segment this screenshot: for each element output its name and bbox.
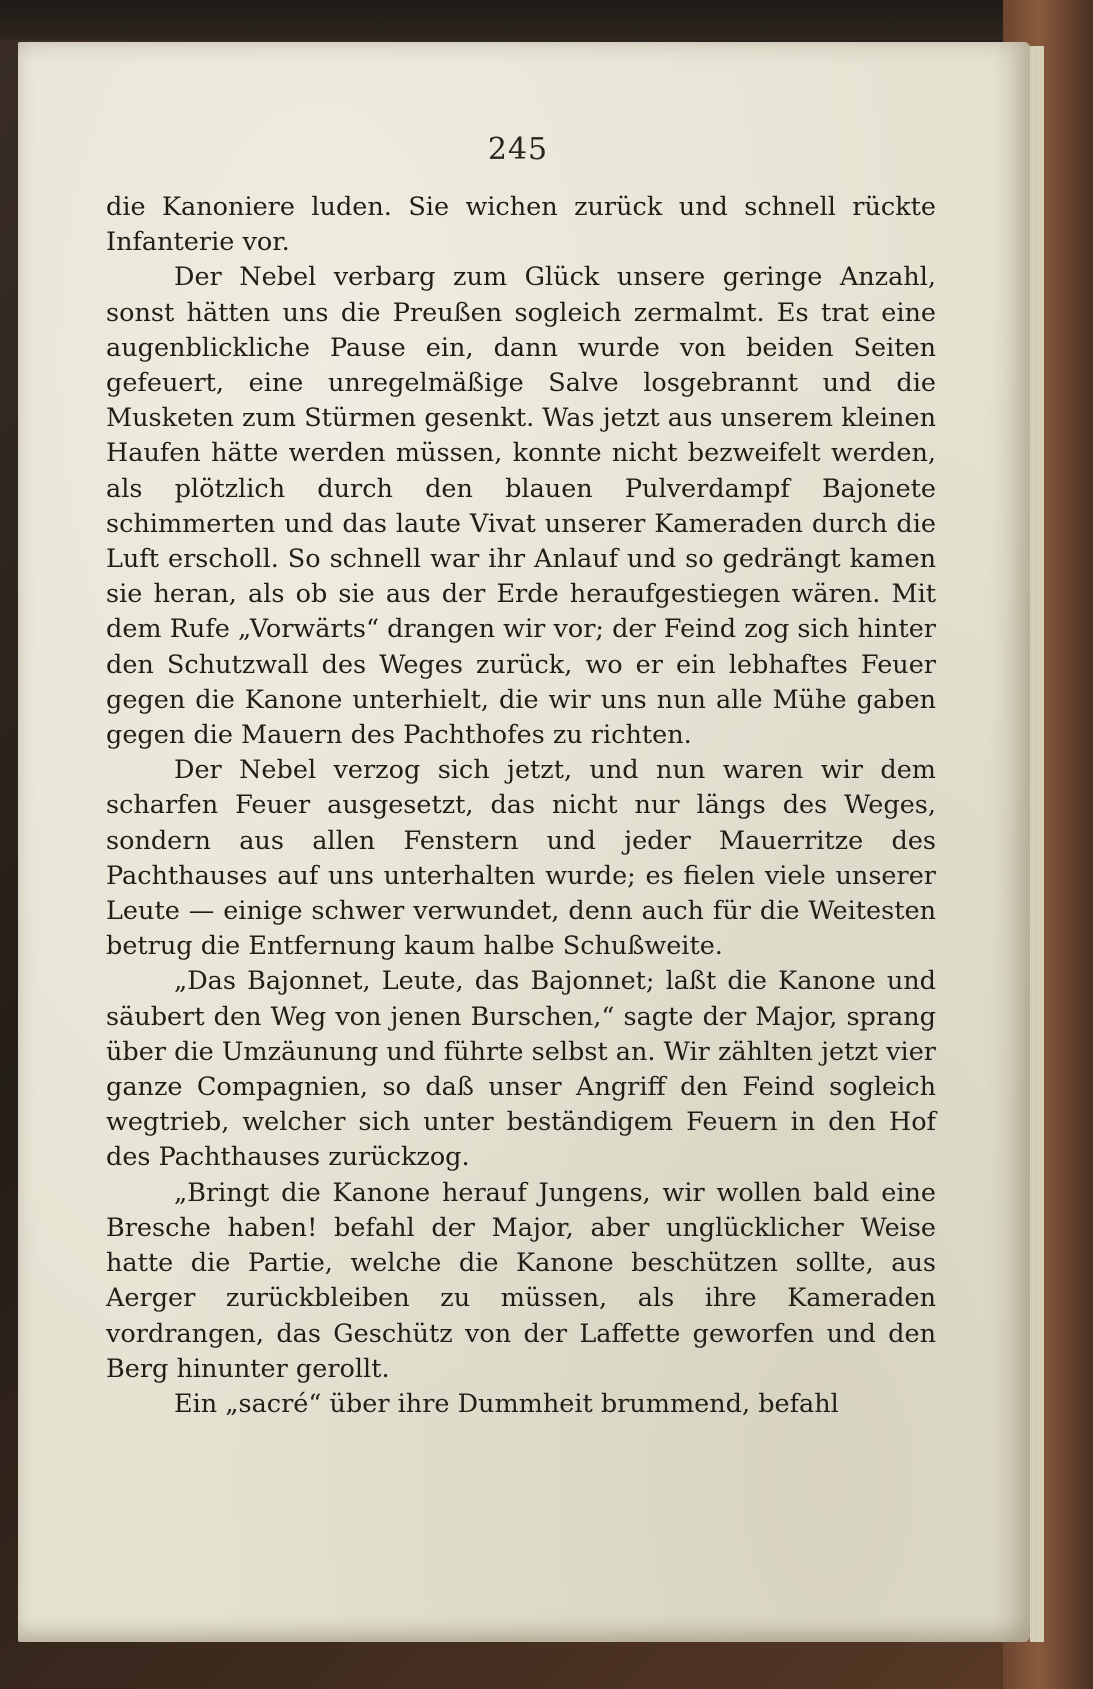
paragraph-1: die Kanoniere luden. Sie wichen zurück und schnell rückte Infanterie vor. <box>106 192 936 258</box>
page-number: 245 <box>487 132 549 167</box>
paragraph-4: „Das Bajonnet, Leute, das Bajonnet; laßt die Kanone und säubert den Weg von jenen Burschen,“ sagte der Major, sprang über die Umzäunung und führte selbst an. Wir zählten jetzt vier ganze Compagnien, so daß unser Angriff den Feind sogleich wegtrieb, welcher sich unter beständigem Feuern in den Hof des Pachthauses zurückzog. <box>106 966 936 1173</box>
body-text <box>106 190 936 1422</box>
book-cover-top <box>0 0 1093 40</box>
paragraph-6: Ein „sacré“ über ihre Dummheit brummend, befahl <box>174 1388 839 1419</box>
paragraph-3: Der Nebel verzog sich jetzt, und nun waren wir dem scharfen Feuer ausgesetzt, das nicht nur längs des Weges, sondern aus allen Fenstern und jeder Mauerritze des Pachthauses auf uns unterhalten wurde; es fielen viele unserer Leute — einige schwer verwundet, denn auch für die Weitesten betrug die Entfernung kaum halbe Schußweite. <box>106 755 936 962</box>
book-page <box>18 42 1030 1642</box>
page-edge <box>1030 46 1044 1642</box>
paragraph-2: Der Nebel verbarg zum Glück unsere geringe Anzahl, sonst hätten uns die Preußen sogleich zermalmt. Es trat eine augenblickliche Pause ein, dann wurde von beiden Seiten gefeuert, eine unregelmäßige Salve losgebrannt und die Musketen zum Stürmen gesenkt. Was jetzt aus unserem kleinen Haufen hätte werden müssen, konnte nicht bezweifelt werden, als plötzlich durch den blauen Pulverdampf Bajonete schimmerten und das laute Vivat unserer Kameraden durch die Luft erscholl. So schnell war ihr Anlauf und so gedrängt kamen sie heran, als ob sie aus der Erde heraufgestiegen wären. Mit dem Rufe „Vorwärts“ drangen wir vor; der Feind zog sich hinter den Schutzwall des Weges zurück, wo er ein lebhaftes Feuer gegen die Kanone unterhielt, die wir uns nun alle Mühe gaben gegen die Mauern des Pachthofes zu richten. <box>106 262 936 751</box>
paragraph-5: „Bringt die Kanone herauf Jungens, wir wollen bald eine Bresche haben! befahl der Major, aber unglücklicher Weise hatte die Partie, welche die Kanone beschützen sollte, aus Aerger zurückbleiben zu müssen, als ihre Kameraden vordrangen, das Geschütz von der Laffette geworfen und den Berg hinunter gerollt. <box>106 1177 936 1384</box>
